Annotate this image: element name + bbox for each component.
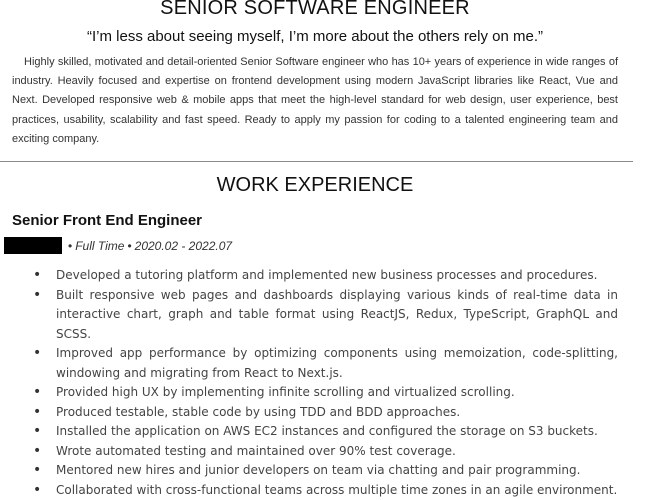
- list-item-text: Provided high UX by implementing infinite scrolling and virtualized scrolling.: [56, 385, 515, 399]
- list-item: [0, 481, 618, 500]
- list-item-text: Mentored new hires and junior developers on team via chatting and pair programming.: [56, 463, 580, 477]
- list-item: [0, 286, 618, 345]
- bullet-icon: •: [33, 266, 41, 286]
- bullet-icon: •: [33, 344, 41, 364]
- list-item: [0, 266, 618, 286]
- list-item: [0, 422, 618, 442]
- job-title: Senior Front End Engineer: [12, 212, 202, 229]
- list-item: [0, 442, 618, 462]
- list-item: [0, 383, 618, 403]
- section-divider: [0, 161, 633, 162]
- list-item: [0, 461, 618, 481]
- responsibility-list: [0, 266, 660, 500]
- personal-quote: “I’m less about seeing myself, I’m more about the others rely on me.”: [0, 28, 630, 45]
- profile-summary: Highly skilled, motivated and detail-oriented Senior Software engineer who has 10+ years of experience in wide ranges of industry. Heavily focused and expertise on frontend development using modern JavaScript libraries like React, Vue and Next. Developed responsive web & mobile apps that meet the high-level standard for web design, user experience, best practices, usability, scalability and fast speed. Ready to apply my passion for coding to a talented engineering team and exciting company.: [12, 53, 618, 149]
- redacted-company-name: [4, 237, 62, 254]
- list-item-text: Collaborated with cross-functional teams across multiple time zones in an agile environment.: [56, 483, 617, 497]
- resume-title: SENIOR SOFTWARE ENGINEER: [0, 0, 630, 20]
- bullet-icon: •: [33, 461, 41, 481]
- list-item-text: Installed the application on AWS EC2 instances and configured the storage on S3 buckets.: [56, 424, 598, 438]
- list-item-text: Produced testable, stable code by using TDD and BDD approaches.: [56, 405, 460, 419]
- list-item: [0, 403, 618, 423]
- work-experience-heading: WORK EXPERIENCE: [0, 174, 630, 197]
- bullet-icon: •: [33, 383, 41, 403]
- job-meta: [4, 237, 232, 254]
- bullet-icon: •: [33, 286, 41, 306]
- bullet-icon: •: [33, 422, 41, 442]
- employment-type: Full Time: [75, 239, 124, 253]
- meta-separator: •: [127, 239, 131, 253]
- meta-separator: •: [68, 239, 72, 253]
- list-item-text: Developed a tutoring platform and implemented new business processes and procedures.: [56, 268, 597, 282]
- list-item-text: Built responsive web pages and dashboards displaying various kinds of real-time data in interactive chart, graph and table format using ReactJS, Redux, TypeScript, GraphQL and SCSS.: [56, 288, 618, 341]
- employment-period: 2020.02 - 2022.07: [135, 239, 232, 253]
- bullet-icon: •: [33, 481, 41, 500]
- bullet-icon: •: [33, 403, 41, 423]
- list-item-text: Wrote automated testing and maintained over 90% test coverage.: [56, 444, 456, 458]
- list-item: [0, 344, 618, 383]
- bullet-icon: •: [33, 442, 41, 462]
- list-item-text: Improved app performance by optimizing components using memoization, code-splitting, windowing and migrating from React to Next.js.: [56, 346, 618, 380]
